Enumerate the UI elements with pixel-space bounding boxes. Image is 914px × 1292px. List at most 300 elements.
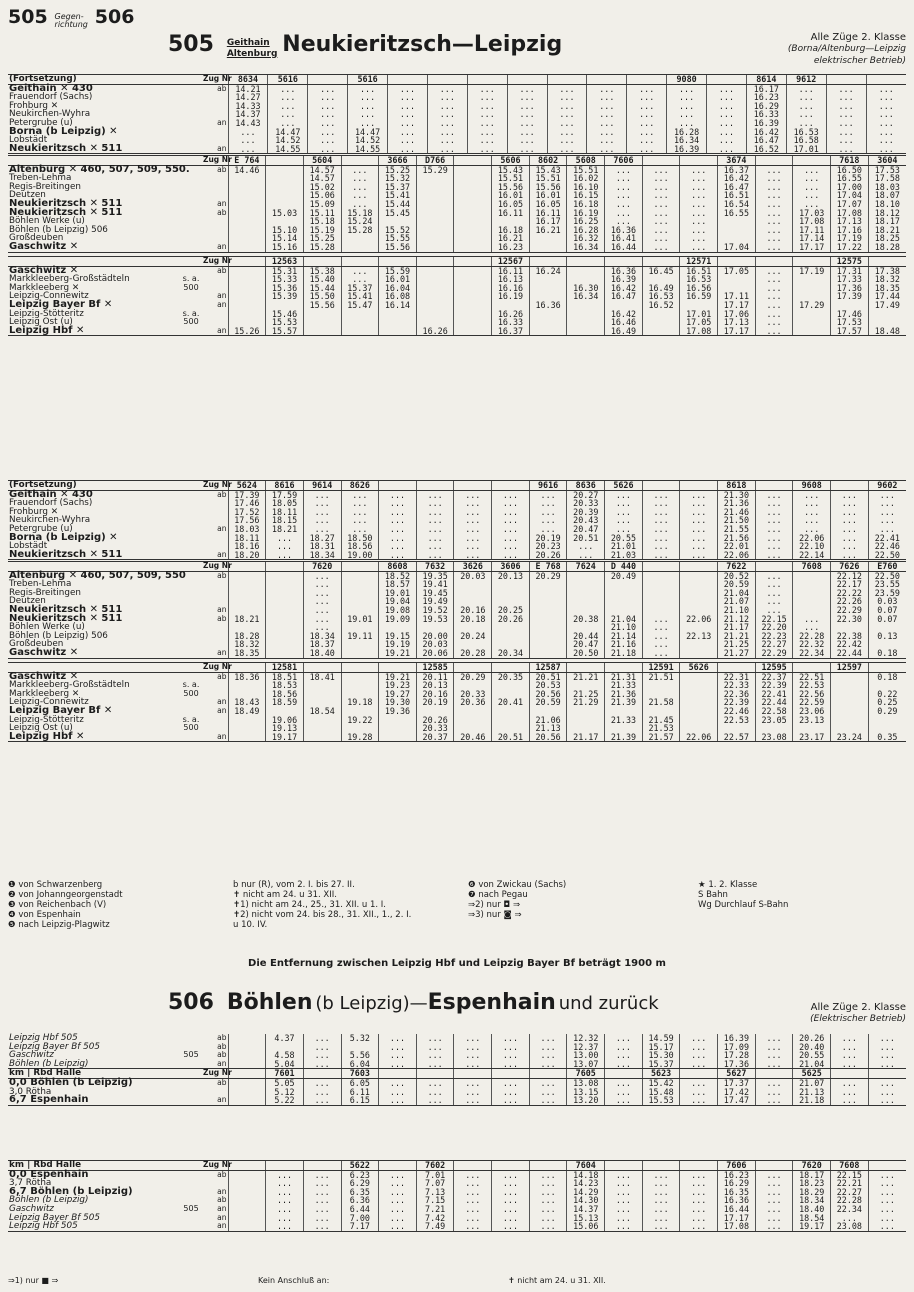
- time-cell: ...: [379, 1170, 417, 1179]
- time-cell: ...: [755, 490, 793, 499]
- time-cell: 5626: [680, 663, 718, 673]
- time-cell: 18.03: [868, 183, 906, 192]
- time-cell: 14.37: [567, 1205, 605, 1214]
- time-cell: 16.42: [746, 128, 786, 137]
- time-cell: [605, 580, 643, 589]
- time-cell: [379, 1161, 417, 1171]
- time-cell: ...: [642, 1222, 680, 1231]
- reference-note: [180, 128, 202, 137]
- time-cell: 16.30: [567, 284, 605, 293]
- time-cell: ...: [388, 110, 428, 119]
- time-cell: ...: [868, 1188, 906, 1197]
- time-cell: 21.30: [718, 490, 756, 499]
- arrival-departure: [202, 632, 228, 641]
- time-cell: 16.01: [529, 191, 567, 200]
- time-cell: 19.04: [379, 597, 417, 606]
- time-cell: 20.47: [567, 640, 605, 649]
- time-cell: 18.29: [793, 1188, 831, 1197]
- time-cell: ...: [642, 217, 680, 226]
- section-506-from: Böhlen: [226, 990, 313, 1015]
- time-cell: ...: [303, 1034, 341, 1043]
- time-cell: ...: [826, 84, 866, 93]
- time-cell: 20.37: [416, 733, 454, 742]
- time-cell: [793, 310, 831, 319]
- time-cell: ...: [627, 145, 667, 154]
- time-cell: [793, 275, 831, 284]
- station-name: Böhlen (b Leipzig): [8, 1060, 180, 1069]
- time-cell: 22.53: [793, 681, 831, 690]
- time-cell: ...: [755, 1196, 793, 1205]
- bottom-note-left: ⇒1) nur ■ ⇒: [8, 1276, 59, 1285]
- time-cell: 15.55: [379, 234, 417, 243]
- time-cell: ...: [379, 542, 417, 551]
- time-cell: [567, 257, 605, 267]
- time-cell: ...: [868, 499, 906, 508]
- time-cell: ...: [826, 119, 866, 128]
- time-cell: ...: [228, 145, 268, 154]
- time-cell: ...: [507, 110, 547, 119]
- time-cell: 14.47: [268, 128, 308, 137]
- time-cell: [341, 327, 379, 336]
- arrival-departure: ab: [217, 1033, 227, 1042]
- arrival-departure: [202, 226, 228, 235]
- arrival-departure: an: [217, 705, 227, 715]
- time-cell: 5608: [567, 156, 605, 166]
- page-header: [8, 6, 906, 28]
- time-cell: [454, 663, 492, 673]
- reference-note: [180, 1161, 202, 1171]
- time-cell: ...: [268, 93, 308, 102]
- time-cell: [793, 327, 831, 336]
- time-cell: 16.18: [567, 200, 605, 209]
- time-cell: ...: [680, 551, 718, 560]
- time-cell: ...: [605, 1188, 643, 1197]
- time-cell: [642, 327, 680, 336]
- arrival-departure: an: [202, 1060, 228, 1069]
- time-cell: ...: [755, 589, 793, 598]
- time-cell: 7624: [567, 562, 605, 572]
- time-cell: 15.37: [642, 1060, 680, 1069]
- time-cell: ...: [707, 145, 747, 154]
- arrival-departure: Zug Nr: [203, 256, 232, 265]
- time-cell: 20.06: [416, 649, 454, 658]
- time-cell: ...: [642, 640, 680, 649]
- time-cell: 18.05: [266, 499, 304, 508]
- time-cell: [492, 632, 530, 641]
- time-cell: ...: [303, 571, 341, 580]
- time-cell: [416, 292, 454, 301]
- reference-note: [180, 534, 202, 543]
- time-cell: 18.41: [303, 672, 341, 681]
- time-cell: ...: [755, 1214, 793, 1223]
- time-cell: ...: [866, 136, 906, 145]
- timetable-block-c: [8, 256, 906, 336]
- time-cell: 19.11: [341, 632, 379, 641]
- time-cell: [228, 724, 266, 733]
- table-row: [8, 243, 906, 252]
- arrival-departure: [202, 623, 228, 632]
- time-cell: ...: [831, 1060, 869, 1069]
- time-cell: ...: [454, 1034, 492, 1043]
- time-cell: ...: [866, 93, 906, 102]
- station-name: Geithain ✕ 430: [9, 488, 93, 500]
- time-cell: 19.49: [416, 597, 454, 606]
- time-cell: ...: [605, 525, 643, 534]
- time-cell: 22.15: [755, 615, 793, 624]
- time-cell: ...: [379, 1196, 417, 1205]
- time-cell: 22.32: [793, 640, 831, 649]
- table-row: [8, 663, 906, 673]
- time-cell: [416, 275, 454, 284]
- time-cell: [680, 571, 718, 580]
- station-name: Regis-Breitingen: [9, 181, 81, 192]
- time-cell: 17.36: [718, 1060, 756, 1069]
- time-cell: 16.42: [605, 284, 643, 293]
- time-cell: ...: [547, 119, 587, 128]
- section-506-from-sub: (b Leipzig)—: [315, 993, 428, 1014]
- time-cell: 17.59: [266, 490, 304, 499]
- time-cell: 19.17: [266, 733, 304, 742]
- time-cell: 21.33: [605, 681, 643, 690]
- time-cell: ...: [605, 1205, 643, 1214]
- time-cell: 16.01: [379, 275, 417, 284]
- time-cell: ...: [831, 1043, 869, 1052]
- time-cell: ...: [454, 551, 492, 560]
- time-cell: ...: [492, 1060, 530, 1069]
- time-cell: 21.04: [718, 589, 756, 598]
- station-name: Leipzig Ost (u): [9, 723, 73, 734]
- reference-note: [180, 551, 202, 560]
- time-cell: 0.25: [868, 698, 906, 707]
- time-cell: 16.41: [605, 234, 643, 243]
- footnotes-col-3: ❻ von Zwickau (Sachs) ❼ nach Pegau ⇒2) nur ◘ ⇒ ⇒3) nur ◙ ⇒: [468, 880, 567, 920]
- time-cell: [680, 580, 718, 589]
- table-row: [8, 1096, 906, 1105]
- time-cell: ...: [831, 525, 869, 534]
- reference-note: [180, 257, 202, 267]
- time-cell: ...: [831, 551, 869, 560]
- time-cell: ...: [868, 1051, 906, 1060]
- time-cell: [454, 275, 492, 284]
- time-cell: ...: [266, 1196, 304, 1205]
- time-cell: ...: [680, 234, 718, 243]
- time-cell: 15.53: [266, 318, 304, 327]
- time-cell: [567, 318, 605, 327]
- time-cell: 17.46: [228, 499, 266, 508]
- time-cell: ...: [868, 1179, 906, 1188]
- time-cell: ...: [667, 84, 707, 93]
- time-cell: ...: [507, 136, 547, 145]
- time-cell: 16.18: [492, 226, 530, 235]
- time-cell: ...: [228, 136, 268, 145]
- time-cell: 18.11: [266, 508, 304, 517]
- reference-note: [180, 733, 202, 742]
- time-cell: [388, 75, 428, 85]
- time-cell: ...: [680, 508, 718, 517]
- time-cell: [228, 1179, 266, 1188]
- time-cell: ...: [680, 1060, 718, 1069]
- time-cell: ...: [755, 174, 793, 183]
- time-cell: ...: [454, 1179, 492, 1188]
- time-cell: 21.16: [605, 640, 643, 649]
- station-name: Markkleeberg ✕: [9, 282, 80, 293]
- time-cell: 22.34: [793, 649, 831, 658]
- time-cell: 18.21: [228, 615, 266, 624]
- time-cell: 12587: [529, 663, 567, 673]
- time-cell: [454, 318, 492, 327]
- time-cell: 16.50: [831, 165, 869, 174]
- time-cell: 22.58: [755, 707, 793, 716]
- time-cell: ...: [831, 534, 869, 543]
- arrival-departure: an: [202, 1096, 228, 1105]
- time-cell: ...: [547, 84, 587, 93]
- time-cell: 20.36: [454, 698, 492, 707]
- time-cell: ...: [492, 1188, 530, 1197]
- time-cell: 7.21: [416, 1205, 454, 1214]
- time-cell: ...: [427, 102, 467, 111]
- time-cell: 17.37: [718, 1078, 756, 1087]
- arrival-departure: ab: [217, 1050, 227, 1060]
- time-cell: 16.21: [529, 226, 567, 235]
- time-cell: 21.14: [605, 632, 643, 641]
- time-cell: 21.33: [605, 716, 643, 725]
- time-cell: 18.49: [228, 707, 266, 716]
- time-cell: ...: [416, 551, 454, 560]
- time-cell: ...: [680, 542, 718, 551]
- time-cell: 15.24: [341, 217, 379, 226]
- time-cell: 22.46: [718, 707, 756, 716]
- time-cell: 12575: [831, 257, 869, 267]
- time-cell: 22.13: [680, 632, 718, 641]
- time-cell: 16.24: [529, 266, 567, 275]
- time-cell: 15.26: [228, 327, 266, 336]
- reference-note: [180, 663, 202, 673]
- arrival-departure: an: [217, 299, 227, 309]
- time-cell: [642, 597, 680, 606]
- time-cell: 15.29: [416, 165, 454, 174]
- time-cell: ...: [868, 490, 906, 499]
- time-cell: ...: [605, 165, 643, 174]
- time-cell: 15.57: [266, 327, 304, 336]
- time-cell: ...: [303, 516, 341, 525]
- time-cell: 7.13: [416, 1188, 454, 1197]
- time-cell: ...: [341, 165, 379, 174]
- time-cell: ...: [266, 1222, 304, 1231]
- time-cell: 16.17: [746, 84, 786, 93]
- reference-note: [180, 174, 202, 183]
- time-cell: [567, 716, 605, 725]
- arrival-departure: an: [202, 649, 228, 658]
- time-cell: [454, 191, 492, 200]
- time-cell: ...: [605, 1034, 643, 1043]
- time-cell: [454, 1161, 492, 1171]
- time-cell: 18.54: [793, 1214, 831, 1223]
- reference-note: [180, 292, 202, 301]
- time-cell: ...: [605, 209, 643, 218]
- reference-note: [180, 75, 202, 85]
- time-cell: [718, 275, 756, 284]
- time-cell: 0.07: [868, 606, 906, 615]
- time-cell: [266, 580, 304, 589]
- time-cell: ...: [680, 1214, 718, 1223]
- time-cell: 17.49: [868, 301, 906, 310]
- time-cell: 16.58: [786, 136, 826, 145]
- time-cell: ...: [467, 145, 507, 154]
- time-cell: ...: [755, 1060, 793, 1069]
- time-cell: ...: [786, 84, 826, 93]
- time-cell: 16.26: [492, 310, 530, 319]
- time-cell: ...: [303, 1205, 341, 1214]
- time-cell: 16.37: [492, 327, 530, 336]
- time-cell: 20.26: [793, 1034, 831, 1043]
- time-cell: [228, 1222, 266, 1231]
- reference-note: [180, 698, 202, 707]
- time-cell: 23.08: [755, 733, 793, 742]
- time-cell: 17.38: [868, 266, 906, 275]
- arrival-departure: ab: [217, 207, 227, 217]
- reference-note: s. a.: [182, 274, 200, 284]
- reference-note: [180, 481, 202, 491]
- time-cell: 7608: [831, 1161, 869, 1171]
- time-cell: 15.56: [303, 301, 341, 310]
- reference-note: [180, 1188, 202, 1197]
- time-cell: 21.13: [529, 724, 567, 733]
- time-cell: [341, 562, 379, 572]
- time-cell: 18.21: [868, 226, 906, 235]
- time-cell: 0.18: [868, 649, 906, 658]
- time-cell: ...: [467, 93, 507, 102]
- arrival-departure: ab: [217, 570, 227, 580]
- time-cell: ...: [379, 1214, 417, 1223]
- time-cell: ...: [379, 1222, 417, 1231]
- station-name: km | Rbd Halle: [8, 1161, 180, 1171]
- time-cell: [680, 597, 718, 606]
- time-cell: ...: [868, 1205, 906, 1214]
- arrival-departure: [202, 93, 228, 102]
- table-row: [8, 649, 906, 658]
- time-cell: [680, 589, 718, 598]
- time-cell: ...: [755, 191, 793, 200]
- time-cell: ...: [416, 1060, 454, 1069]
- station-name: Treben-Lehma: [9, 173, 72, 184]
- time-cell: ...: [308, 136, 348, 145]
- time-cell: [379, 716, 417, 725]
- time-cell: ...: [831, 1051, 869, 1060]
- time-cell: 17.53: [831, 318, 869, 327]
- time-cell: 21.06: [529, 716, 567, 725]
- time-cell: 20.19: [416, 698, 454, 707]
- time-cell: 15.32: [379, 174, 417, 183]
- time-cell: [303, 257, 341, 267]
- station-name: Regis-Breitingen: [9, 587, 81, 598]
- time-cell: 23.55: [868, 580, 906, 589]
- time-cell: [228, 200, 266, 209]
- time-cell: ...: [341, 174, 379, 183]
- time-cell: [755, 1161, 793, 1171]
- time-cell: 14.21: [228, 84, 268, 93]
- time-cell: ...: [341, 508, 379, 517]
- time-cell: ...: [341, 525, 379, 534]
- time-cell: 16.36: [718, 1196, 756, 1205]
- time-cell: 22.50: [868, 551, 906, 560]
- time-cell: [228, 1205, 266, 1214]
- time-cell: ...: [755, 200, 793, 209]
- time-cell: [680, 562, 718, 572]
- time-cell: ...: [388, 119, 428, 128]
- time-cell: 17.44: [868, 292, 906, 301]
- time-cell: 16.19: [492, 292, 530, 301]
- time-cell: 17.53: [868, 165, 906, 174]
- time-cell: 18.43: [228, 698, 266, 707]
- timetable-block-h: [8, 1160, 906, 1232]
- station-name: Leipzig Hbf 505: [8, 1222, 180, 1231]
- time-cell: ...: [507, 102, 547, 111]
- time-cell: ...: [303, 508, 341, 517]
- time-cell: [454, 209, 492, 218]
- time-cell: ...: [303, 580, 341, 589]
- time-cell: ...: [755, 165, 793, 174]
- arrival-departure: an: [217, 697, 227, 707]
- time-cell: ...: [680, 1034, 718, 1043]
- time-cell: [228, 663, 266, 673]
- time-cell: [228, 310, 266, 319]
- time-cell: 22.50: [868, 571, 906, 580]
- time-cell: [826, 75, 866, 85]
- time-cell: 7.42: [416, 1214, 454, 1223]
- time-cell: ...: [454, 525, 492, 534]
- time-cell: ...: [680, 1078, 718, 1087]
- time-cell: [868, 310, 906, 319]
- time-cell: 17.33: [831, 275, 869, 284]
- reference-note: 500: [183, 723, 199, 733]
- reference-note: 500: [183, 688, 199, 698]
- time-cell: ...: [680, 534, 718, 543]
- time-cell: ...: [605, 1060, 643, 1069]
- time-cell: ...: [529, 1222, 567, 1231]
- time-cell: 20.26: [416, 716, 454, 725]
- time-cell: [529, 580, 567, 589]
- time-cell: [529, 275, 567, 284]
- time-cell: ...: [454, 499, 492, 508]
- time-cell: ...: [831, 1214, 869, 1223]
- time-cell: 16.39: [667, 145, 707, 154]
- time-cell: 18.51: [266, 672, 304, 681]
- time-cell: ...: [642, 516, 680, 525]
- arrival-departure: an: [217, 604, 227, 614]
- reference-note: [180, 606, 202, 615]
- time-cell: [454, 257, 492, 267]
- time-cell: [416, 191, 454, 200]
- time-cell: 16.23: [746, 93, 786, 102]
- time-cell: [492, 707, 530, 716]
- station-name: Frauendorf (Sachs): [9, 498, 93, 509]
- time-cell: 23.06: [793, 707, 831, 716]
- time-cell: ...: [755, 571, 793, 580]
- time-cell: [492, 623, 530, 632]
- time-cell: 18.10: [868, 200, 906, 209]
- time-cell: [831, 698, 869, 707]
- time-cell: 18.34: [793, 1196, 831, 1205]
- time-cell: 22.31: [718, 672, 756, 681]
- time-cell: 16.55: [718, 209, 756, 218]
- time-cell: ...: [868, 1034, 906, 1043]
- arrival-departure: an: [202, 551, 228, 560]
- time-cell: ...: [303, 1051, 341, 1060]
- time-cell: 7606: [718, 1161, 756, 1171]
- time-cell: [567, 327, 605, 336]
- time-cell: 14.57: [303, 165, 341, 174]
- arrival-departure: ab: [217, 489, 227, 499]
